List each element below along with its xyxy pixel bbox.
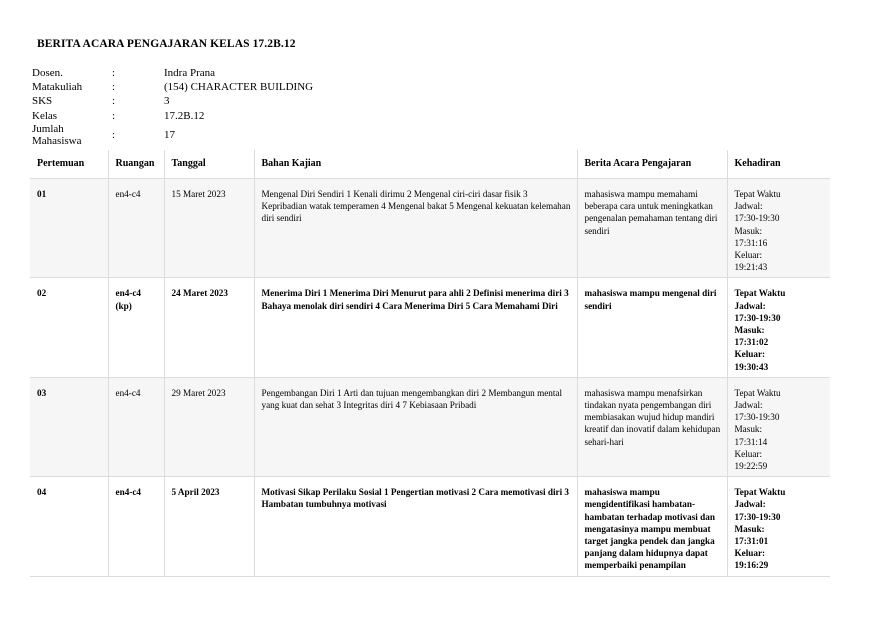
kehadiran-status: Tepat Waktu xyxy=(734,387,781,398)
cell-kehadiran xyxy=(727,477,830,576)
kehadiran-masuk: 17:31:16 xyxy=(734,237,768,248)
info-value-jumlah: 17 xyxy=(164,128,175,141)
kehadiran-jadwal-label: Jadwal: xyxy=(734,400,763,411)
attendance-table xyxy=(30,150,830,577)
cell-pertemuan: 03 xyxy=(30,377,108,476)
cell-ruangan: en4-c4 xyxy=(108,179,164,278)
cell-ruangan: en4-c4 xyxy=(108,477,164,576)
kehadiran-keluar: 19:22:59 xyxy=(734,461,768,472)
kehadiran-jadwal-label: Jadwal: xyxy=(734,201,763,212)
info-sep: : xyxy=(112,67,116,79)
kehadiran-masuk: 17:31:14 xyxy=(734,436,768,447)
cell-kehadiran xyxy=(727,179,830,278)
table-header-row xyxy=(30,150,830,179)
header-berita-acara: Berita Acara Pengajaran xyxy=(577,150,727,179)
kehadiran-keluar: 19:16:29 xyxy=(734,560,769,571)
cell-bahan-kajian: Motivasi Sikap Perilaku Sosial 1 Pengertian motivasi 2 Cara memotivasi diri 3 Hambatan tumbuhnya motivasi xyxy=(254,477,577,576)
kehadiran-jadwal-label: Jadwal: xyxy=(734,499,766,510)
kehadiran-masuk-label: Masuk: xyxy=(734,325,765,336)
cell-pertemuan: 01 xyxy=(30,179,108,278)
kehadiran-masuk-label: Masuk: xyxy=(734,225,763,236)
kehadiran-masuk: 17:31:01 xyxy=(734,536,769,547)
info-sep: : xyxy=(112,81,116,94)
cell-bahan-kajian: Mengenal Diri Sendiri 1 Kenali dirimu 2 Mengenal ciri-ciri dasar fisik 3 Kepribadian watak temperamen 4 Mengenal bakat 5 Mengenal kekuatan kelemahan diri sendiri xyxy=(254,179,577,278)
info-value-matakuliah: (154) CHARACTER BUILDING xyxy=(164,81,314,94)
header-kehadiran: Kehadiran xyxy=(727,150,830,179)
cell-kehadiran xyxy=(727,278,830,377)
cell-berita-acara: mahasiswa mampu memahami beberapa cara untuk meningkatkan pengenalan pemahaman tentang diri sendiri xyxy=(577,179,727,278)
cell-tanggal: 15 Maret 2023 xyxy=(164,179,254,278)
table-row xyxy=(30,278,830,377)
header-pertemuan: Pertemuan xyxy=(30,150,108,179)
info-value-sks: 3 xyxy=(164,95,170,108)
info-row-matakuliah xyxy=(32,80,313,94)
kehadiran-keluar: 19:30:43 xyxy=(734,361,769,372)
cell-berita-acara: mahasiswa mampu mengenal diri sendiri xyxy=(577,278,727,377)
kehadiran-keluar-label: Keluar: xyxy=(734,448,763,459)
info-row-kelas xyxy=(32,109,313,123)
kehadiran-status: Tepat Waktu xyxy=(734,189,781,199)
kehadiran-masuk: 17:31:02 xyxy=(734,337,769,348)
info-row-dosen xyxy=(32,66,313,80)
kehadiran-status: Tepat Waktu xyxy=(734,288,786,299)
table-row xyxy=(30,377,830,476)
page-title: BERITA ACARA PENGAJARAN KELAS 17.2B.12 xyxy=(37,38,296,50)
kehadiran-status: Tepat Waktu xyxy=(734,487,786,498)
kehadiran-jadwal: 17:30-19:30 xyxy=(734,511,781,522)
cell-pertemuan: 04 xyxy=(30,477,108,576)
info-row-jumlah xyxy=(32,123,313,147)
info-value-kelas: 17.2B.12 xyxy=(164,109,205,122)
cell-tanggal: 24 Maret 2023 xyxy=(164,278,254,377)
info-sep: : xyxy=(112,128,116,141)
kehadiran-jadwal-label: Jadwal: xyxy=(734,300,766,311)
info-label: SKS xyxy=(32,95,53,108)
course-info xyxy=(32,66,313,147)
info-label: Matakuliah xyxy=(32,81,83,94)
kehadiran-keluar-label: Keluar: xyxy=(734,349,766,360)
kehadiran-masuk-label: Masuk: xyxy=(734,523,765,534)
info-label: Jumlah Mahasiswa xyxy=(32,122,82,147)
header-ruangan: Ruangan xyxy=(108,150,164,179)
cell-berita-acara: mahasiswa mampu menafsirkan tindakan nyata pengembangan diri membiasakan wujud hidup mandiri kreatif dan inovatif dalam kehidupan sehari-hari xyxy=(577,377,727,476)
info-sep: : xyxy=(112,109,116,122)
kehadiran-keluar: 19:21:43 xyxy=(734,262,768,273)
header-tanggal: Tanggal xyxy=(164,150,254,179)
kehadiran-keluar-label: Keluar: xyxy=(734,548,766,559)
kehadiran-masuk-label: Masuk: xyxy=(734,424,763,435)
header-bahan-kajian: Bahan Kajian xyxy=(254,150,577,179)
info-label: Kelas xyxy=(32,109,58,122)
info-label: Dosen. xyxy=(32,67,63,79)
info-sep: : xyxy=(112,95,116,108)
info-value-dosen: Indra Prana xyxy=(164,67,216,79)
kehadiran-jadwal: 17:30-19:30 xyxy=(734,213,780,224)
cell-tanggal: 5 April 2023 xyxy=(164,477,254,576)
cell-kehadiran xyxy=(727,377,830,476)
cell-pertemuan: 02 xyxy=(30,278,108,377)
table-row xyxy=(30,477,830,576)
cell-ruangan: en4-c4 (kp) xyxy=(108,278,164,377)
cell-bahan-kajian: Pengembangan Diri 1 Arti dan tujuan mengembangkan diri 2 Membangun mental yang kuat dan sehat 3 Integritas diri 4 7 Kebiasaan Pribadi xyxy=(254,377,577,476)
cell-berita-acara: mahasiswa mampu mengidentifikasi hambatan-hambatan terhadap motivasi dan mengatasinya mampu membuat target jangka pendek dan jangka panjang dalam hidupnya dapat memperbaiki penampilan xyxy=(577,477,727,576)
kehadiran-jadwal: 17:30-19:30 xyxy=(734,412,780,423)
table-row xyxy=(30,179,830,278)
info-row-sks xyxy=(32,94,313,108)
cell-bahan-kajian: Menerima Diri 1 Menerima Diri Menurut para ahli 2 Definisi menerima diri 3 Bahaya menolak diri sendiri 4 Cara Menerima Diri 5 Cara Memahami Diri xyxy=(254,278,577,377)
cell-tanggal: 29 Maret 2023 xyxy=(164,377,254,476)
cell-ruangan: en4-c4 xyxy=(108,377,164,476)
kehadiran-keluar-label: Keluar: xyxy=(734,250,763,261)
kehadiran-jadwal: 17:30-19:30 xyxy=(734,312,781,323)
